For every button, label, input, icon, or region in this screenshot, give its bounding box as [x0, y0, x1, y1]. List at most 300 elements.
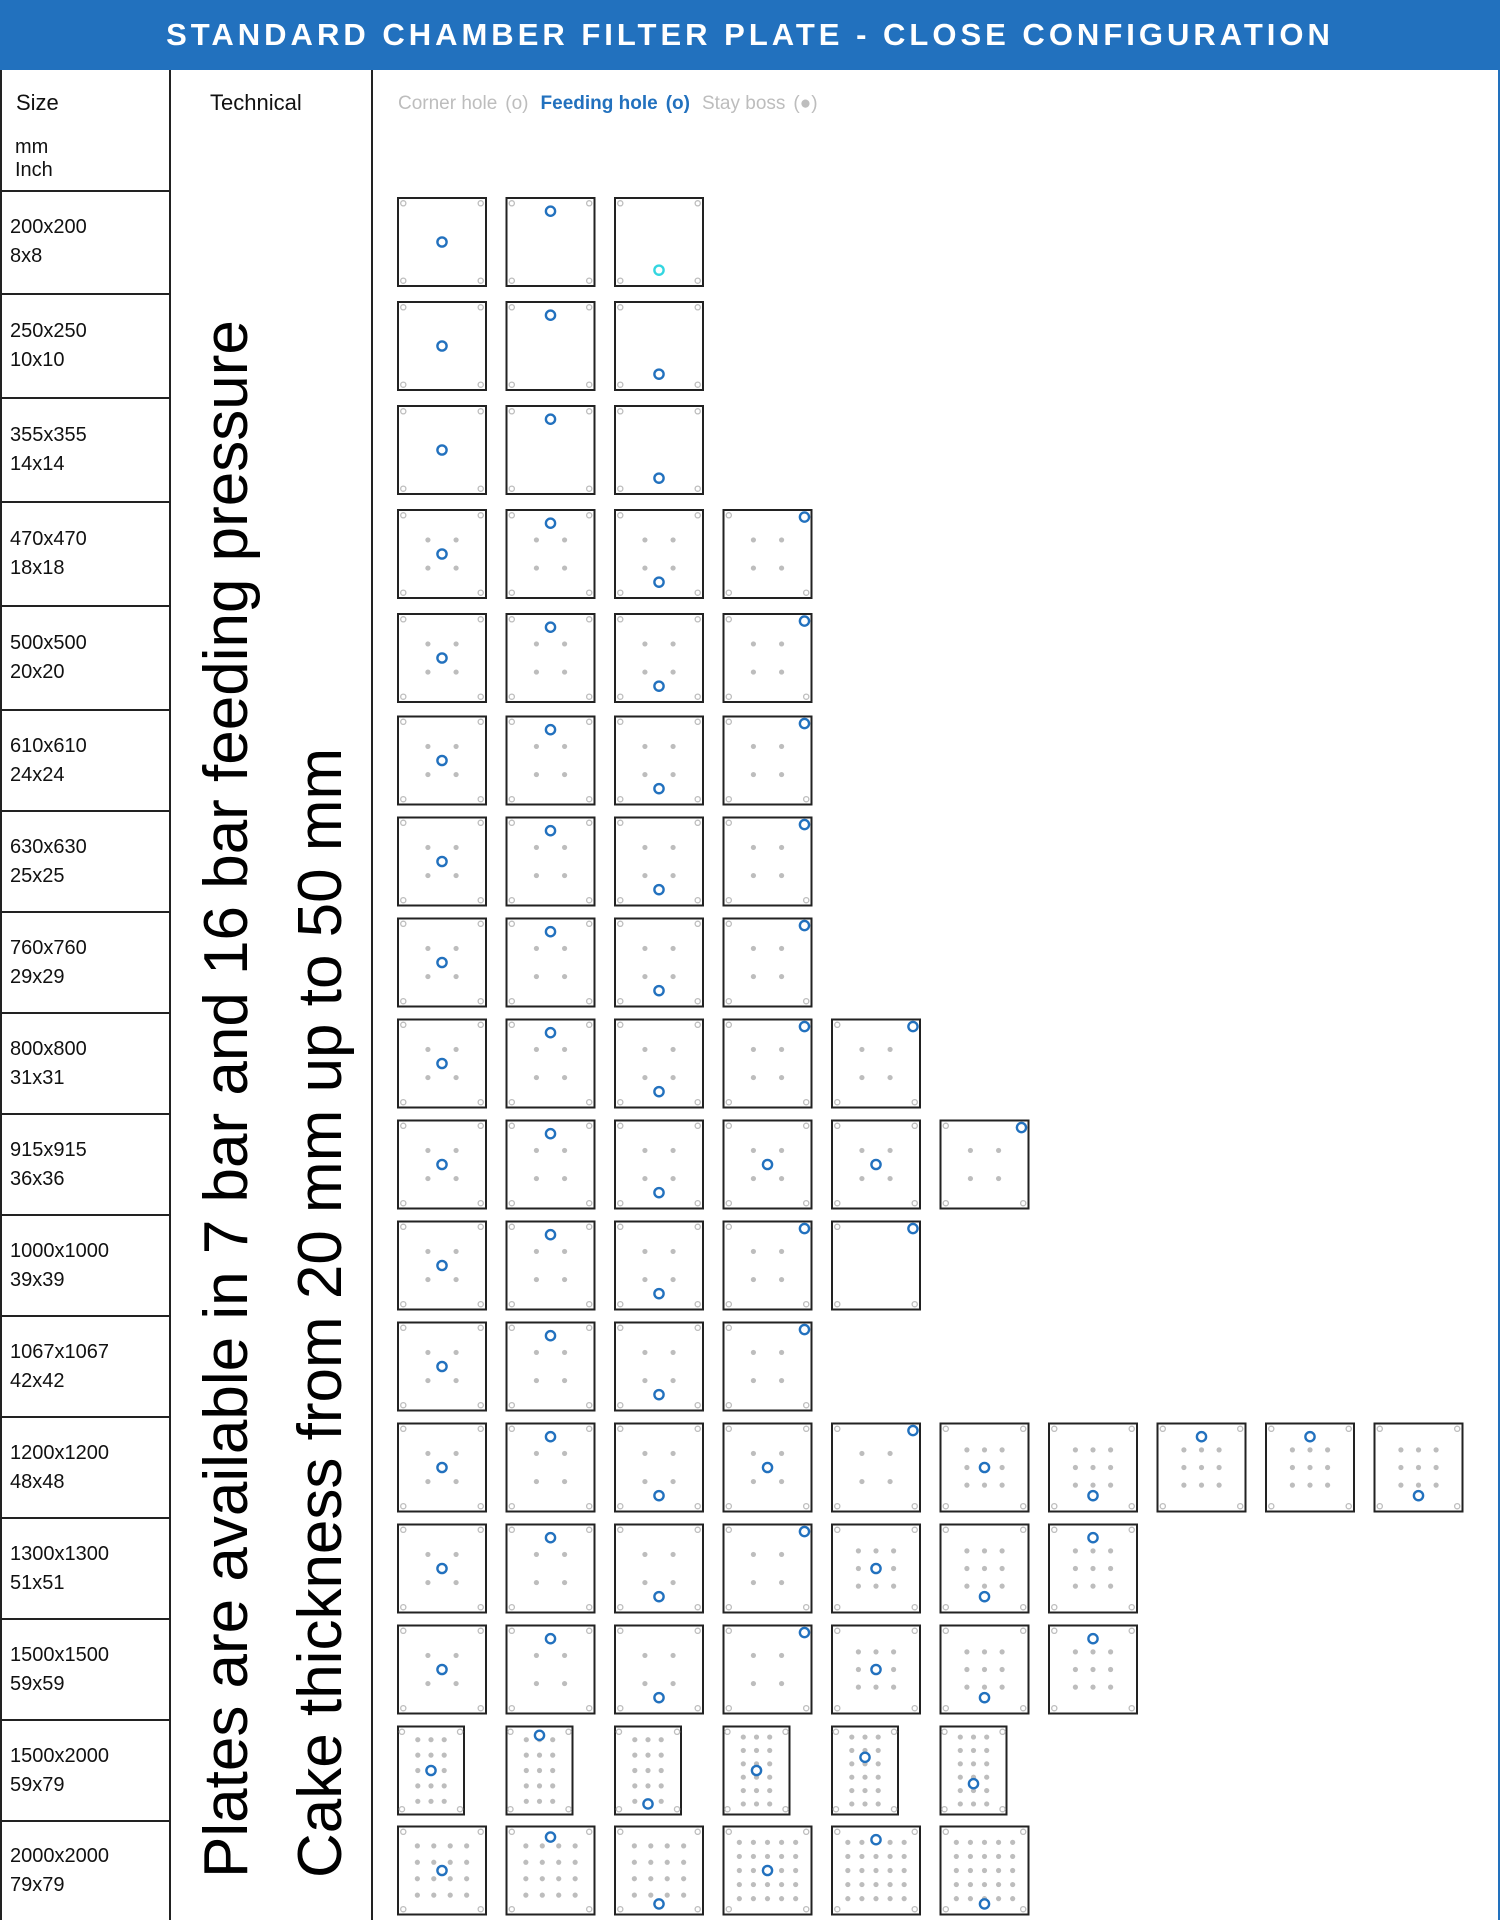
stay-boss — [556, 1893, 561, 1898]
stay-boss — [1000, 1649, 1005, 1654]
stay-boss — [996, 1176, 1001, 1181]
feeding-hole — [1017, 1123, 1026, 1132]
stay-boss — [632, 1768, 637, 1773]
stay-boss — [751, 974, 756, 979]
size-mm: 1500x1500 — [10, 1643, 109, 1666]
stay-boss — [453, 669, 458, 674]
stay-boss — [453, 1653, 458, 1658]
stay-boss — [562, 565, 567, 570]
feeding-hole — [1305, 1432, 1314, 1441]
stay-boss — [537, 1783, 542, 1788]
stay-boss — [670, 744, 675, 749]
stay-boss — [428, 1799, 433, 1804]
stay-boss — [1199, 1465, 1204, 1470]
stay-boss — [670, 1451, 675, 1456]
feeding-hole — [546, 1230, 555, 1239]
stay-boss — [562, 1378, 567, 1383]
stay-boss — [1010, 1882, 1015, 1887]
stay-boss — [1434, 1483, 1439, 1488]
stay-boss — [442, 1799, 447, 1804]
stay-boss — [534, 974, 539, 979]
feeding-hole — [437, 1866, 446, 1875]
mm-label: mm — [15, 136, 49, 158]
stay-boss — [873, 1868, 878, 1873]
stay-boss — [1000, 1447, 1005, 1452]
stay-boss — [1307, 1483, 1312, 1488]
size-mm: 1500x2000 — [10, 1744, 109, 1767]
stay-boss — [849, 1761, 854, 1766]
stay-boss — [751, 1378, 756, 1383]
stay-boss — [464, 1893, 469, 1898]
stay-boss — [845, 1868, 850, 1873]
stay-boss — [859, 1479, 864, 1484]
stay-boss — [425, 1075, 430, 1080]
stay-boss-icon: (●) — [793, 93, 818, 114]
stay-boss — [767, 1801, 772, 1806]
stay-boss — [958, 1761, 963, 1766]
stay-boss — [425, 1176, 430, 1181]
feeding-hole — [546, 519, 555, 528]
stay-boss — [873, 1882, 878, 1887]
stay-boss — [534, 772, 539, 777]
stay-boss — [540, 1860, 545, 1865]
stay-boss — [859, 1047, 864, 1052]
stay-boss — [645, 1753, 650, 1758]
feeding-hole — [546, 725, 555, 734]
stay-boss — [751, 565, 756, 570]
stay-boss — [754, 1801, 759, 1806]
stay-boss — [431, 1860, 436, 1865]
stay-boss — [534, 845, 539, 850]
stay-boss — [1108, 1566, 1113, 1571]
stay-boss — [891, 1548, 896, 1553]
size-inch: 20x20 — [10, 661, 65, 683]
plate — [724, 1323, 812, 1411]
stay-boss — [670, 1277, 675, 1282]
stay-boss — [779, 1868, 784, 1873]
stay-boss — [856, 1685, 861, 1690]
stay-boss — [659, 1753, 664, 1758]
stay-boss — [425, 772, 430, 777]
stay-boss — [958, 1788, 963, 1793]
stay-boss — [665, 1843, 670, 1848]
stay-boss — [1090, 1649, 1095, 1654]
feeding-hole — [763, 1463, 772, 1472]
feeding-hole — [654, 1899, 663, 1908]
size-inch: 39x39 — [10, 1268, 65, 1291]
stay-boss — [562, 1176, 567, 1181]
stay-boss — [670, 565, 675, 570]
stay-boss — [415, 1843, 420, 1848]
stay-boss — [428, 1753, 433, 1758]
stay-boss — [765, 1896, 770, 1901]
size-inch: 18x18 — [10, 557, 65, 579]
feeding-hole — [437, 1463, 446, 1472]
stay-boss — [523, 1843, 528, 1848]
stay-boss — [665, 1860, 670, 1865]
feeding-hole — [654, 266, 663, 275]
feeding-hole — [654, 885, 663, 894]
stay-boss — [534, 641, 539, 646]
stay-boss — [425, 873, 430, 878]
feeding-hole — [908, 1224, 917, 1233]
stay-boss — [779, 1896, 784, 1901]
size-mm: 250x250 — [10, 320, 87, 342]
feeding-hole — [437, 958, 446, 967]
stay-boss — [1108, 1584, 1113, 1589]
stay-boss — [968, 1882, 973, 1887]
stay-boss — [751, 537, 756, 542]
stay-boss — [464, 1860, 469, 1865]
stay-boss — [779, 1580, 784, 1585]
stay-boss — [873, 1584, 878, 1589]
stay-boss — [996, 1854, 1001, 1859]
stay-boss — [887, 1882, 892, 1887]
stay-boss — [642, 946, 647, 951]
plate — [941, 1727, 1007, 1815]
stay-boss — [856, 1649, 861, 1654]
stay-boss — [425, 1277, 430, 1282]
stay-boss — [632, 1753, 637, 1758]
plate — [724, 614, 812, 702]
stay-boss — [562, 1148, 567, 1153]
stay-boss — [1108, 1649, 1113, 1654]
stay-boss — [1181, 1447, 1186, 1452]
stay-boss — [902, 1882, 907, 1887]
stay-boss — [859, 1176, 864, 1181]
stay-boss — [534, 1479, 539, 1484]
stay-boss — [562, 1479, 567, 1484]
stay-boss — [984, 1788, 989, 1793]
stay-boss — [996, 1148, 1001, 1153]
stay-boss — [968, 1840, 973, 1845]
technical-note-thickness: Cake thickness from 20 mm up to 50 mm — [286, 747, 355, 1878]
plate — [724, 1626, 812, 1714]
stay-boss — [642, 1350, 647, 1355]
feeding-hole — [800, 616, 809, 625]
stay-boss — [964, 1465, 969, 1470]
stay-boss — [670, 669, 675, 674]
feeding-hole — [437, 237, 446, 246]
size-mm: 630x630 — [10, 835, 87, 858]
stay-boss — [562, 1075, 567, 1080]
stay-boss — [642, 1552, 647, 1557]
stay-boss — [1217, 1447, 1222, 1452]
feeding-hole — [654, 1289, 663, 1298]
stay-boss — [562, 641, 567, 646]
stay-boss — [779, 772, 784, 777]
stay-boss — [431, 1893, 436, 1898]
stay-boss — [751, 1681, 756, 1686]
stay-boss — [442, 1737, 447, 1742]
stay-boss — [982, 1840, 987, 1845]
feeding-hole — [654, 578, 663, 587]
stay-boss — [1325, 1447, 1330, 1452]
feeding-hole — [546, 1129, 555, 1138]
stay-boss — [982, 1483, 987, 1488]
stay-boss — [779, 744, 784, 749]
stay-boss — [642, 845, 647, 850]
stay-boss — [425, 1552, 430, 1557]
stay-boss — [862, 1734, 867, 1739]
stay-boss — [524, 1753, 529, 1758]
stay-boss — [632, 1876, 637, 1881]
stay-boss — [562, 772, 567, 777]
stay-boss — [751, 669, 756, 674]
stay-boss — [562, 537, 567, 542]
stay-boss — [1434, 1465, 1439, 1470]
stay-boss — [562, 1653, 567, 1658]
stay-boss — [984, 1775, 989, 1780]
stay-boss — [415, 1893, 420, 1898]
stay-boss — [642, 641, 647, 646]
size-inch: 24x24 — [10, 763, 65, 786]
stay-boss — [779, 1840, 784, 1845]
stay-boss — [754, 1788, 759, 1793]
stay-boss — [681, 1876, 686, 1881]
stay-boss — [534, 873, 539, 878]
stay-boss — [1010, 1854, 1015, 1859]
stay-boss — [856, 1667, 861, 1672]
feeding-hole — [654, 986, 663, 995]
stay-boss — [849, 1775, 854, 1780]
stay-boss — [670, 946, 675, 951]
stay-boss — [534, 1148, 539, 1153]
plate — [832, 1424, 920, 1512]
stay-boss — [779, 565, 784, 570]
feeding-hole — [535, 1731, 544, 1740]
stay-boss — [793, 1882, 798, 1887]
stay-boss — [741, 1788, 746, 1793]
stay-boss — [779, 845, 784, 850]
stay-boss — [523, 1860, 528, 1865]
stay-boss — [642, 1176, 647, 1181]
stay-boss — [670, 1580, 675, 1585]
size-inch: 10x10 — [10, 349, 65, 371]
stay-boss — [1000, 1465, 1005, 1470]
feeding-hole — [980, 1693, 989, 1702]
stay-boss — [425, 974, 430, 979]
stay-boss — [849, 1748, 854, 1753]
stay-boss — [779, 641, 784, 646]
stay-boss — [845, 1854, 850, 1859]
stay-boss — [1000, 1584, 1005, 1589]
stay-boss — [534, 1047, 539, 1052]
stay-boss — [431, 1876, 436, 1881]
stay-boss — [779, 1249, 784, 1254]
stay-boss — [537, 1753, 542, 1758]
stay-boss — [982, 1685, 987, 1690]
stay-boss — [453, 772, 458, 777]
stay-boss — [1000, 1548, 1005, 1553]
feeding-hole — [800, 1628, 809, 1637]
stay-boss — [453, 1552, 458, 1557]
stay-boss — [779, 1075, 784, 1080]
stay-boss — [862, 1788, 867, 1793]
stay-boss — [1108, 1685, 1113, 1690]
stay-boss — [681, 1860, 686, 1865]
feeding-hole — [752, 1766, 761, 1775]
stay-boss — [632, 1893, 637, 1898]
feeding-hole — [654, 1087, 663, 1096]
stay-boss — [856, 1548, 861, 1553]
stay-boss — [954, 1882, 959, 1887]
stay-boss — [425, 537, 430, 542]
stay-boss — [632, 1799, 637, 1804]
stay-boss — [453, 873, 458, 878]
size-mm: 800x800 — [10, 1037, 87, 1060]
stay-boss — [453, 1479, 458, 1484]
stay-boss — [873, 1896, 878, 1901]
stay-boss — [1217, 1465, 1222, 1470]
stay-boss — [453, 1451, 458, 1456]
size-header: Size — [16, 90, 59, 115]
stay-boss — [887, 1840, 892, 1845]
stay-boss — [754, 1748, 759, 1753]
size-mm: 1000x1000 — [10, 1239, 109, 1262]
plate — [832, 1222, 920, 1310]
stay-boss — [534, 1277, 539, 1282]
stay-boss — [425, 1378, 430, 1383]
stay-boss — [415, 1768, 420, 1773]
stay-boss — [448, 1876, 453, 1881]
stay-boss — [982, 1667, 987, 1672]
stay-boss — [751, 1350, 756, 1355]
stay-boss — [665, 1876, 670, 1881]
stay-boss — [642, 772, 647, 777]
stay-boss — [562, 1451, 567, 1456]
size-inch: 79x79 — [10, 1873, 65, 1896]
stay-boss — [534, 1580, 539, 1585]
stay-boss — [632, 1783, 637, 1788]
stay-boss — [751, 1854, 756, 1859]
stay-boss — [751, 1479, 756, 1484]
stay-boss — [1073, 1465, 1078, 1470]
stay-boss — [887, 1148, 892, 1153]
stay-boss — [793, 1840, 798, 1845]
stay-boss — [648, 1876, 653, 1881]
stay-boss — [642, 1075, 647, 1080]
stay-boss — [891, 1584, 896, 1589]
stay-boss — [632, 1843, 637, 1848]
stay-boss — [859, 1148, 864, 1153]
feeding-hole — [437, 756, 446, 765]
plate — [724, 510, 812, 598]
stay-boss — [453, 641, 458, 646]
stay-boss — [887, 1479, 892, 1484]
legend-feeding-hole: Feeding hole — [540, 93, 658, 114]
feeding-hole — [654, 784, 663, 793]
feeding-hole — [437, 1059, 446, 1068]
stay-boss — [642, 1580, 647, 1585]
stay-boss — [453, 1580, 458, 1585]
stay-boss — [902, 1896, 907, 1901]
stay-boss — [425, 1653, 430, 1658]
stay-boss — [540, 1876, 545, 1881]
legend-corner-hole: Corner hole — [398, 93, 498, 114]
stay-boss — [741, 1734, 746, 1739]
stay-boss — [1073, 1447, 1078, 1452]
feeding-hole — [980, 1463, 989, 1472]
stay-boss — [767, 1788, 772, 1793]
stay-boss — [453, 1075, 458, 1080]
stay-boss — [670, 537, 675, 542]
stay-boss — [968, 1854, 973, 1859]
stay-boss — [464, 1876, 469, 1881]
feeding-hole — [546, 927, 555, 936]
stay-boss — [1090, 1465, 1095, 1470]
stay-boss — [642, 669, 647, 674]
stay-boss — [448, 1843, 453, 1848]
feeding-hole — [546, 1028, 555, 1037]
stay-boss — [453, 1681, 458, 1686]
size-mm: 500x500 — [10, 632, 87, 654]
feeding-hole — [763, 1866, 772, 1875]
stay-boss — [448, 1893, 453, 1898]
stay-boss — [779, 1681, 784, 1686]
stay-boss — [540, 1893, 545, 1898]
stay-boss — [954, 1854, 959, 1859]
stay-boss — [453, 565, 458, 570]
size-inch: 25x25 — [10, 864, 65, 887]
stay-boss — [1307, 1447, 1312, 1452]
stay-boss — [442, 1753, 447, 1758]
stay-boss — [793, 1868, 798, 1873]
feeding-hole — [437, 1665, 446, 1674]
stay-boss — [659, 1768, 664, 1773]
feeding-hole — [437, 857, 446, 866]
stay-boss — [968, 1176, 973, 1181]
feeding-hole — [800, 820, 809, 829]
plate — [941, 1121, 1029, 1209]
feeding-hole — [437, 1564, 446, 1573]
stay-boss — [741, 1775, 746, 1780]
feeding-hole — [908, 1426, 917, 1435]
stay-boss — [534, 1681, 539, 1686]
stay-boss — [751, 845, 756, 850]
stay-boss — [453, 974, 458, 979]
stay-boss — [534, 1653, 539, 1658]
stay-boss — [737, 1868, 742, 1873]
stay-boss — [1290, 1447, 1295, 1452]
stay-boss — [1307, 1465, 1312, 1470]
stay-boss — [779, 1176, 784, 1181]
stay-boss — [1000, 1566, 1005, 1571]
stay-boss — [1090, 1483, 1095, 1488]
feeding-hole — [871, 1564, 880, 1573]
stay-boss — [996, 1896, 1001, 1901]
stay-boss — [1199, 1483, 1204, 1488]
stay-boss — [964, 1483, 969, 1488]
stay-boss — [562, 1681, 567, 1686]
stay-boss — [793, 1896, 798, 1901]
stay-boss — [1073, 1483, 1078, 1488]
stay-boss — [415, 1860, 420, 1865]
size-mm: 760x760 — [10, 936, 87, 959]
stay-boss — [862, 1775, 867, 1780]
stay-boss — [971, 1748, 976, 1753]
stay-boss — [648, 1860, 653, 1865]
size-mm: 1300x1300 — [10, 1542, 109, 1565]
stay-boss — [425, 1681, 430, 1686]
stay-boss — [534, 1249, 539, 1254]
stay-boss — [453, 1176, 458, 1181]
stay-boss — [645, 1783, 650, 1788]
feeding-hole — [1414, 1491, 1423, 1500]
stay-boss — [453, 744, 458, 749]
stay-boss — [1073, 1584, 1078, 1589]
feeding-hole — [654, 474, 663, 483]
